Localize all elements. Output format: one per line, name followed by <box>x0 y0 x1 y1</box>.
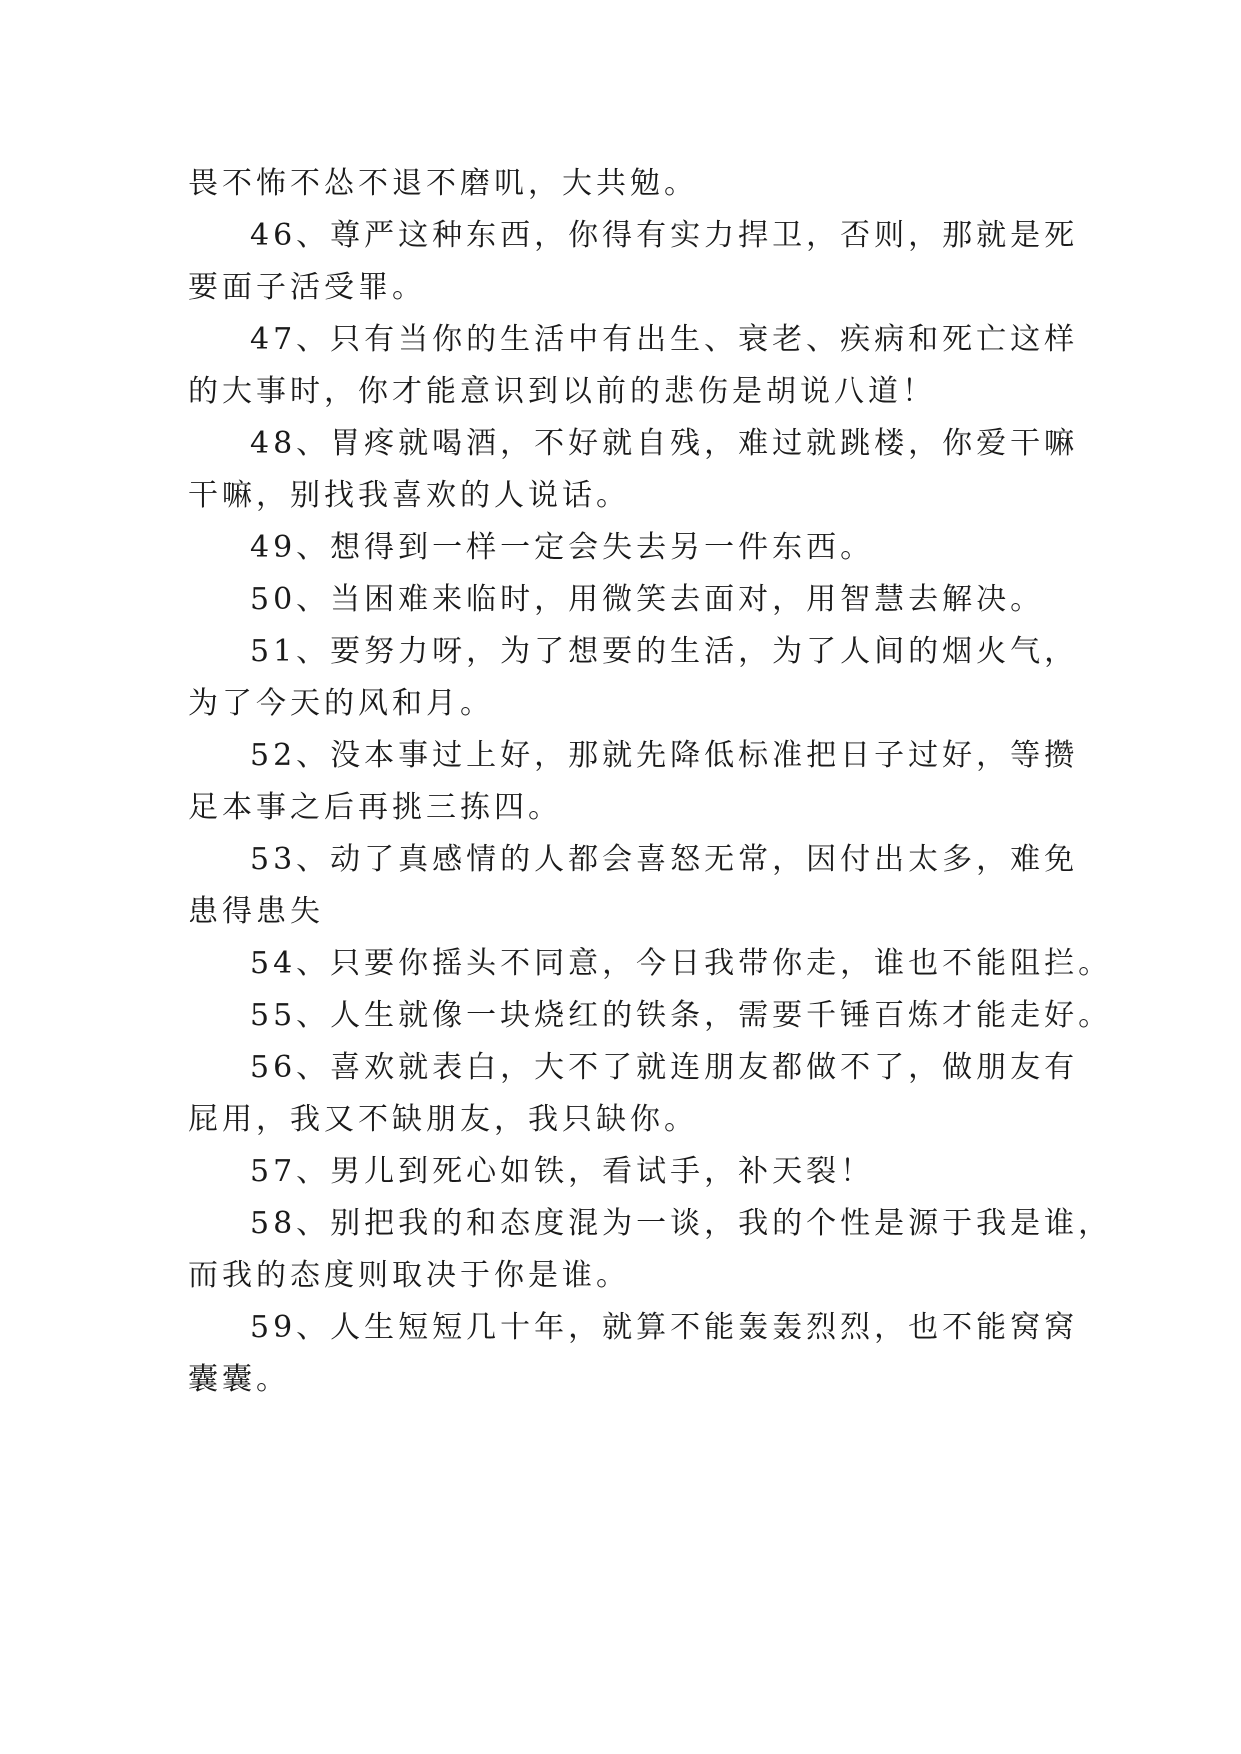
text-line: 54、只要你摇头不同意，今日我带你走，谁也不能阻拦。 <box>250 946 1113 981</box>
text-line: 48、胃疼就喝酒，不好就自残，难过就跳楼，你爱干嘛 <box>250 426 1079 461</box>
text-line: 而我的态度则取决于你是谁。 <box>188 1258 630 1293</box>
text-line: 足本事之后再挑三拣四。 <box>188 790 562 825</box>
text-line: 49、想得到一样一定会失去另一件东西。 <box>250 530 875 565</box>
text-line: 干嘛，别找我喜欢的人说话。 <box>188 478 630 513</box>
text-line: 屁用，我又不缺朋友，我只缺你。 <box>188 1102 698 1137</box>
text-line: 50、当困难来临时，用微笑去面对，用智慧去解决。 <box>250 582 1045 617</box>
text-line: 要面子活受罪。 <box>188 270 426 305</box>
text-line: 患得患失 <box>188 894 324 929</box>
text-line: 55、人生就像一块烧红的铁条，需要千锤百炼才能走好。 <box>250 998 1113 1033</box>
text-line: 53、动了真感情的人都会喜怒无常，因付出太多，难免 <box>250 842 1079 877</box>
text-line: 59、人生短短几十年，就算不能轰轰烈烈，也不能窝窝 <box>250 1310 1079 1345</box>
text-line: 57、男儿到死心如铁，看试手，补天裂！ <box>250 1154 875 1189</box>
text-line: 47、只有当你的生活中有出生、衰老、疾病和死亡这样 <box>250 322 1079 357</box>
text-line: 畏不怖不怂不退不磨叽，大共勉。 <box>188 166 698 201</box>
text-line: 56、喜欢就表白，大不了就连朋友都做不了，做朋友有 <box>250 1050 1079 1085</box>
text-line: 为了今天的风和月。 <box>188 686 494 721</box>
text-line: 的大事时，你才能意识到以前的悲伤是胡说八道！ <box>188 374 936 409</box>
text-line: 51、要努力呀，为了想要的生活，为了人间的烟火气， <box>250 634 1079 669</box>
text-line: 52、没本事过上好，那就先降低标准把日子过好，等攒 <box>250 738 1079 773</box>
text-line: 58、别把我的和态度混为一谈，我的个性是源于我是谁， <box>250 1206 1113 1241</box>
text-line: 囊囊。 <box>188 1362 290 1397</box>
text-line: 46、尊严这种东西，你得有实力捍卫，否则，那就是死 <box>250 218 1079 253</box>
